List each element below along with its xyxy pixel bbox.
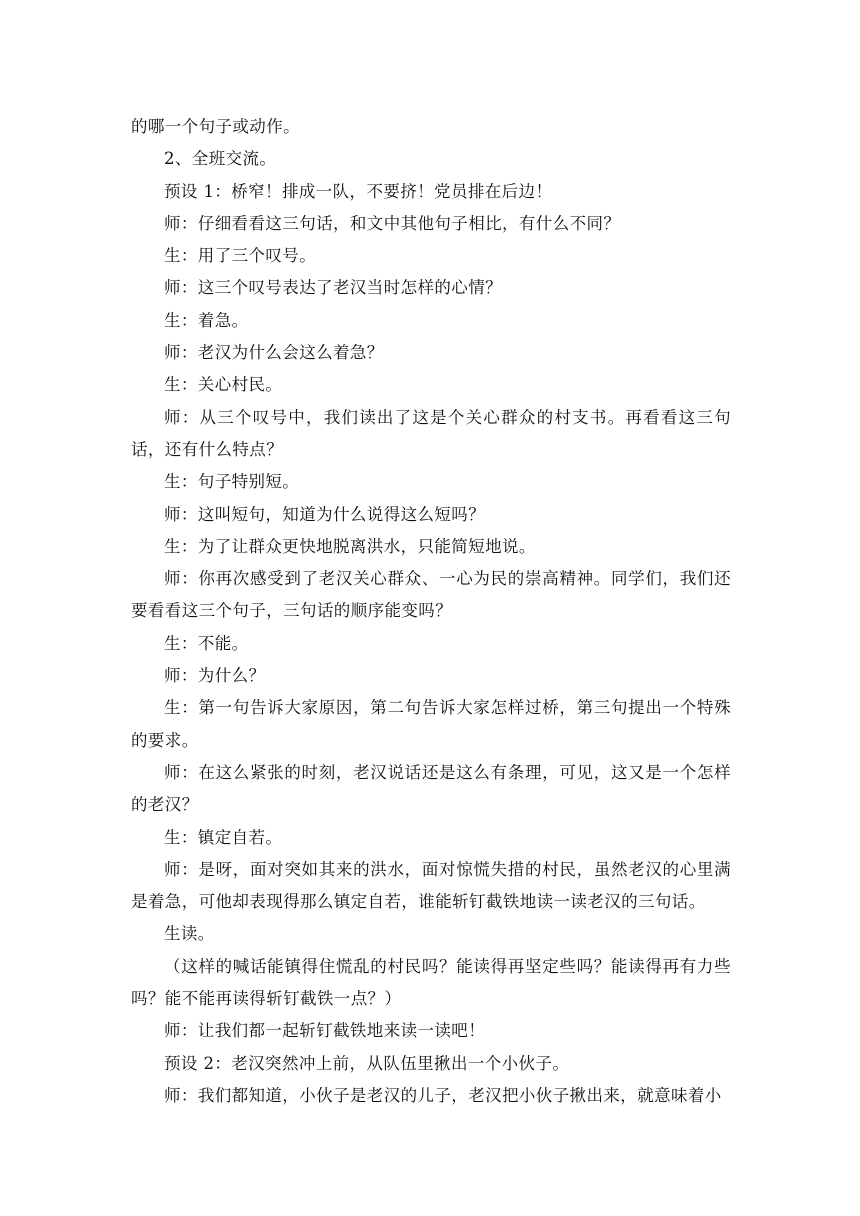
- paragraph: 师：这叫短句，知道为什么说得这么短吗？: [164, 504, 486, 524]
- paragraph: 师：我们都知道，小伙子是老汉的儿子，老汉把小伙子揪出来，就意味着小: [164, 1085, 722, 1105]
- paragraph: 生：不能。: [164, 633, 249, 653]
- paragraph: （这样的喊话能镇得住慌乱的村民吗？能读得再坚定些吗？能读得再有力些吗？能不能再读得斩钉截铁一点？）: [131, 956, 731, 1009]
- paragraph: 2、全班交流。: [164, 149, 277, 169]
- paragraph: 师：仔细看看这三句话，和文中其他句子相比，有什么不同？: [164, 213, 621, 233]
- paragraph: 生：镇定自若。: [164, 827, 283, 847]
- document-body: [131, 111, 731, 1112]
- paragraph: 生：句子特别短。: [164, 472, 300, 492]
- paragraph: 师：是呀，面对突如其来的洪水，面对惊慌失措的村民，虽然老汉的心里满是着急，可他却表现得那么镇定自若，谁能斩钉截铁地读一读老汉的三句话。: [131, 859, 731, 912]
- paragraph: 生：着急。: [164, 310, 249, 330]
- paragraph: 师：从三个叹号中，我们读出了这是个关心群众的村支书。再看看这三句话，还有什么特点？: [131, 407, 731, 459]
- paragraph: 预设 1：桥窄！排成一队，不要挤！党员排在后边！: [164, 181, 553, 201]
- paragraph: 师：在这么紧张的时刻，老汉说话还是这么有条理，可见，这又是一个怎样的老汉？: [131, 762, 731, 815]
- paragraph: 生：用了三个叹号。: [164, 246, 317, 266]
- paragraph: 师：老汉为什么会这么着急？: [164, 343, 384, 363]
- paragraph: 生读。: [164, 924, 215, 944]
- paragraph: 师：这三个叹号表达了老汉当时怎样的心情？: [164, 278, 502, 298]
- paragraph: 生：第一句告诉大家原因，第二句告诉大家怎样过桥，第三句提出一个特殊的要求。: [131, 698, 731, 750]
- paragraph: 师：你再次感受到了老汉关心群众、一心为民的崇高精神。同学们，我们还要看看这三个句子，三句话的顺序能变吗？: [131, 569, 731, 621]
- paragraph: 的哪一个句子或动作。: [131, 117, 300, 136]
- paragraph: 生：关心村民。: [164, 375, 283, 395]
- paragraph: 生：为了让群众更快地脱离洪水，只能简短地说。: [164, 536, 536, 556]
- paragraph: 师：让我们都一起斩钉截铁地来读一读吧！: [164, 1021, 486, 1041]
- paragraph: 师：为什么？: [164, 666, 266, 686]
- paragraph: 预设 2：老汉突然冲上前，从队伍里揪出一个小伙子。: [164, 1053, 570, 1073]
